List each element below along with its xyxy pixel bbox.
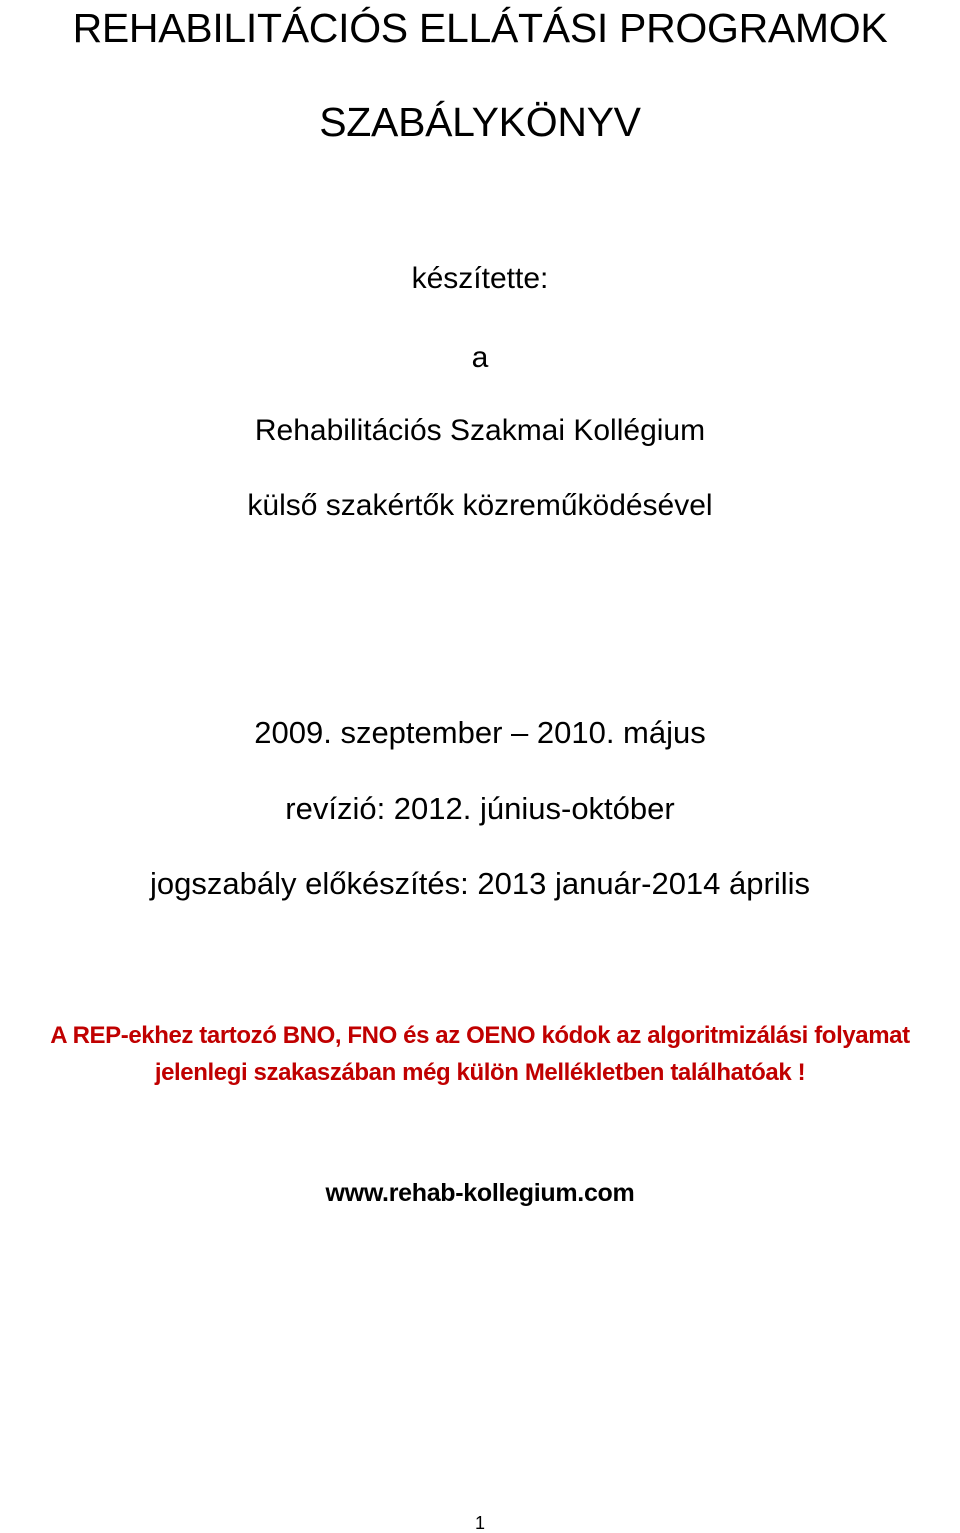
document-title-line-2: SZABÁLYKÖNYV [319,99,641,145]
notice-line-1: A REP-ekhez tartozó BNO, FNO és az OENO kódok az algoritmizálási folyamat [50,1022,910,1049]
experts-credit: külső szakértők közreműködésével [247,489,713,522]
website-link[interactable]: www.rehab-kollegium.com [325,1179,635,1207]
date-range: 2009. szeptember – 2010. május [254,715,706,750]
college-name: Rehabilitációs Szakmai Kollégium [254,414,706,447]
page-number: 1 [474,1513,485,1533]
legislation-dates: jogszabály előkészítés: 2013 január-2014 április [149,866,810,901]
article-text: a [471,341,489,374]
revision-dates: revízió: 2012. június-október [285,791,675,826]
prepared-by-label: készítette: [411,262,549,295]
notice-line-2: jelenlegi szakaszában még külön Mellékletben találhatóak ! [154,1059,806,1086]
document-title-line-1: REHABILITÁCIÓS ELLÁTÁSI PROGRAMOK [72,5,888,51]
